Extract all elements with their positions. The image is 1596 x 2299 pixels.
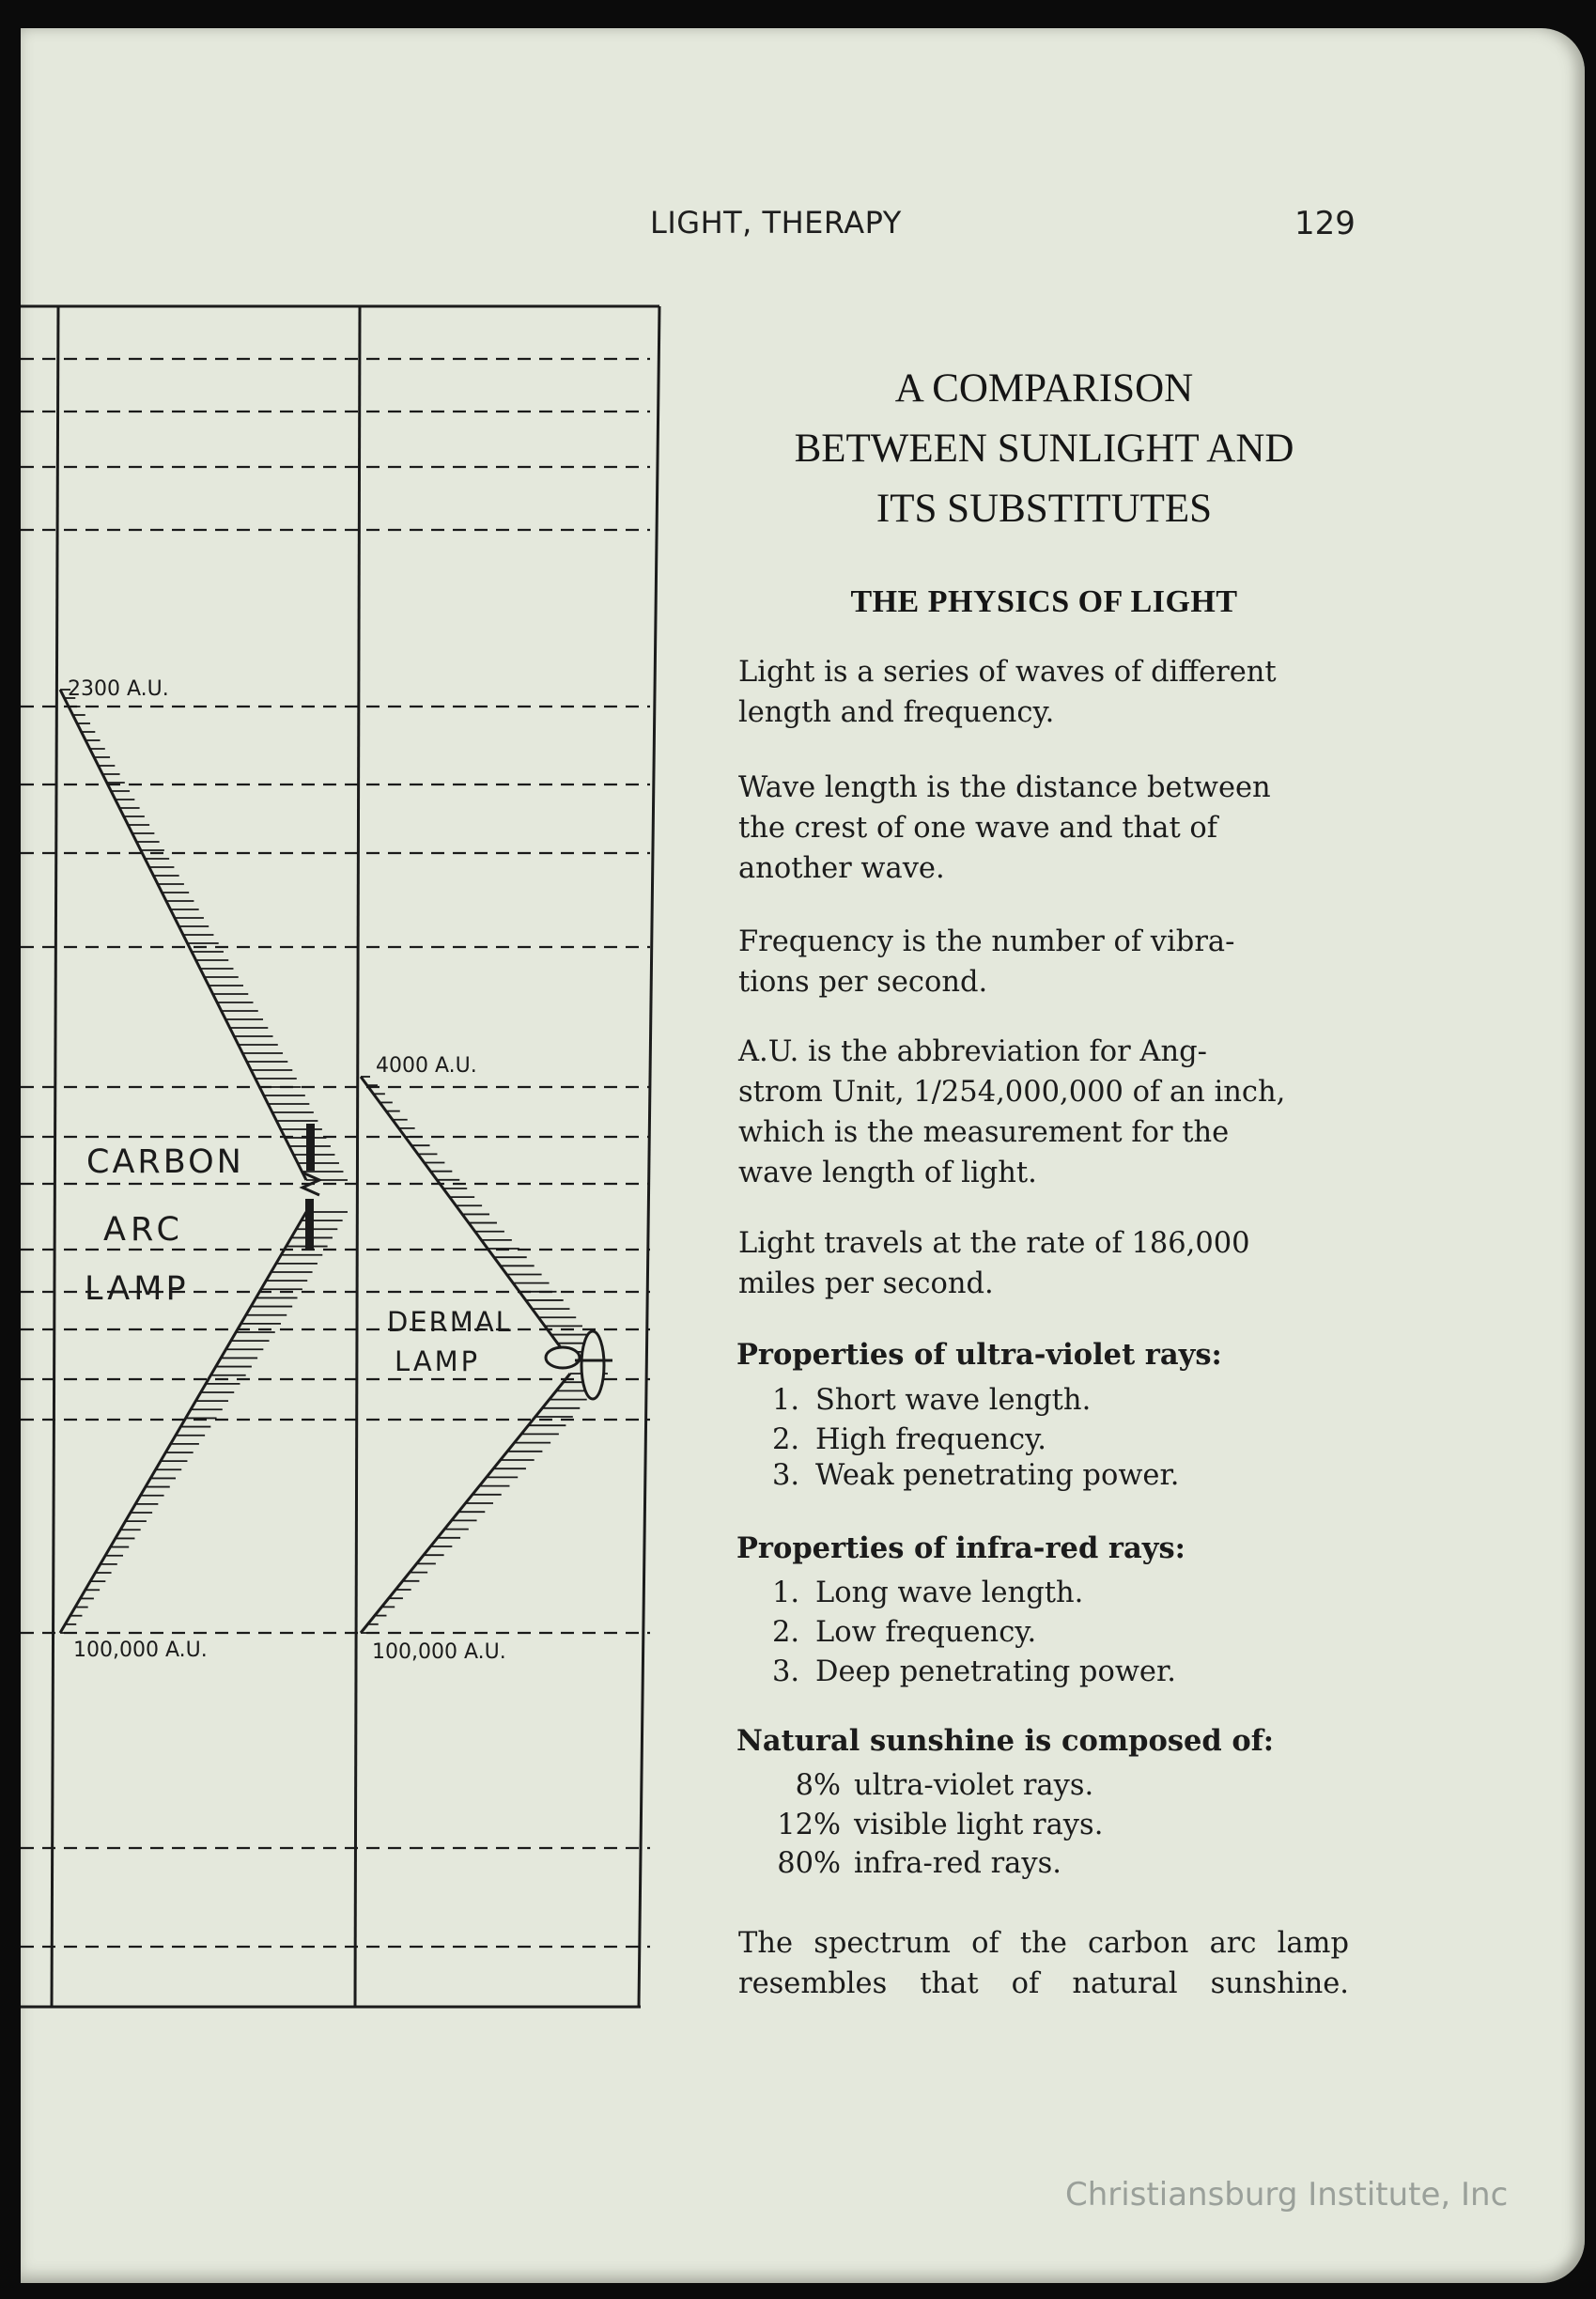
dermal-bottom-label: 100,000 A.U. — [372, 1640, 506, 1664]
item-text: infra-red rays. — [854, 1847, 1061, 1880]
carbon-electrode-icon — [302, 1124, 319, 1250]
sunshine-heading: Natural sunshine is composed of: — [736, 1724, 1275, 1758]
paragraph-wave-length — [738, 768, 1349, 889]
uv-item — [772, 1384, 1091, 1417]
spectrum-chart — [21, 28, 697, 2095]
uv-heading: Properties of ultra-violet rays: — [736, 1338, 1222, 1372]
item-number: 1. — [772, 1384, 800, 1417]
paragraph-angstrom-unit — [738, 1032, 1349, 1193]
carbon-lamp-word-3: LAMP — [85, 1270, 190, 1308]
book-page — [21, 28, 1585, 2283]
dermal-top-label: 4000 A.U. — [376, 1054, 477, 1078]
paragraph-line: another wave. — [738, 852, 945, 885]
paragraph-line: wave length of light. — [738, 1157, 1037, 1189]
item-number: 1. — [772, 1577, 800, 1609]
paragraph-line: which is the measurement for the — [738, 1116, 1230, 1149]
uv-item — [772, 1459, 1179, 1492]
item-number: 3. — [772, 1655, 800, 1688]
ir-item — [772, 1577, 1083, 1609]
carbon-top-label: 2300 A.U. — [68, 677, 169, 701]
section-subtitle: THE PHYSICS OF LIGHT — [850, 584, 1238, 619]
item-percent: 8% — [795, 1769, 841, 1802]
paragraph-line: Light travels at the rate of 186,000 — [738, 1227, 1250, 1260]
item-text: visible light rays. — [854, 1809, 1104, 1841]
item-text: ultra-violet rays. — [854, 1769, 1094, 1802]
paragraph-light-speed — [738, 1223, 1349, 1304]
item-number: 2. — [772, 1616, 800, 1649]
ir-item — [772, 1616, 1036, 1649]
item-text: Short wave length. — [815, 1384, 1092, 1417]
carbon-lamp-word-2: ARC — [103, 1211, 184, 1249]
title-line: BETWEEN SUNLIGHT AND — [794, 427, 1294, 471]
sunshine-item — [770, 1809, 1103, 1841]
chart-right-border — [639, 306, 659, 2007]
title-line: ITS SUBSTITUTES — [875, 487, 1213, 531]
ir-item — [772, 1655, 1176, 1688]
paragraph-line: miles per second. — [738, 1267, 994, 1300]
paragraph-line: Wave length is the distance between — [738, 771, 1271, 804]
closing-paragraph — [738, 1923, 1349, 2004]
paragraph-line: the crest of one wave and that of — [738, 812, 1218, 845]
dermal-lamp-word-1: DERMAL — [387, 1306, 513, 1338]
running-title: LIGHT, THERAPY — [650, 205, 902, 241]
paragraph-line: A.U. is the abbreviation for Ang- — [738, 1035, 1207, 1068]
carbon-bottom-label: 100,000 A.U. — [73, 1639, 208, 1662]
article-title — [727, 359, 1361, 539]
item-text: High frequency. — [815, 1423, 1046, 1456]
chart-column-divider — [52, 306, 58, 2007]
chart-column-divider — [355, 306, 360, 2007]
carbon-lamp-word-1: CARBON — [86, 1143, 244, 1181]
paragraph-line: Light is a series of waves of different — [738, 656, 1277, 689]
paragraph-line: The spectrum of the carbon arc lamp — [738, 1927, 1349, 1960]
paragraph-light-definition — [738, 652, 1349, 733]
watermark: Christiansburg Institute, Inc — [1065, 2176, 1509, 2214]
item-text: Deep penetrating power. — [815, 1655, 1176, 1688]
sunshine-item — [770, 1847, 1061, 1880]
item-number: 3. — [772, 1459, 800, 1492]
sunshine-item — [770, 1769, 1093, 1802]
paragraph-frequency — [738, 922, 1349, 1002]
item-text: Low frequency. — [815, 1616, 1037, 1649]
page-number: 129 — [1294, 205, 1356, 242]
uv-item — [772, 1423, 1046, 1456]
item-text: Weak penetrating power. — [815, 1459, 1180, 1492]
paragraph-line: strom Unit, 1/254,000,000 of an inch, — [738, 1076, 1286, 1109]
paragraph-line: length and frequency. — [738, 696, 1055, 729]
item-percent: 12% — [777, 1809, 841, 1841]
title-line: A COMPARISON — [894, 366, 1194, 411]
item-percent: 80% — [777, 1847, 841, 1880]
paragraph-line: Frequency is the number of vibra- — [738, 925, 1235, 958]
item-text: Long wave length. — [815, 1577, 1084, 1609]
item-number: 2. — [772, 1423, 800, 1456]
dermal-lamp-word-2: LAMP — [395, 1345, 481, 1377]
paragraph-line: tions per second. — [738, 966, 988, 999]
paragraph-line: resembles that of natural sunshine. — [738, 1967, 1349, 2000]
ir-heading: Properties of infra-red rays: — [736, 1531, 1185, 1565]
